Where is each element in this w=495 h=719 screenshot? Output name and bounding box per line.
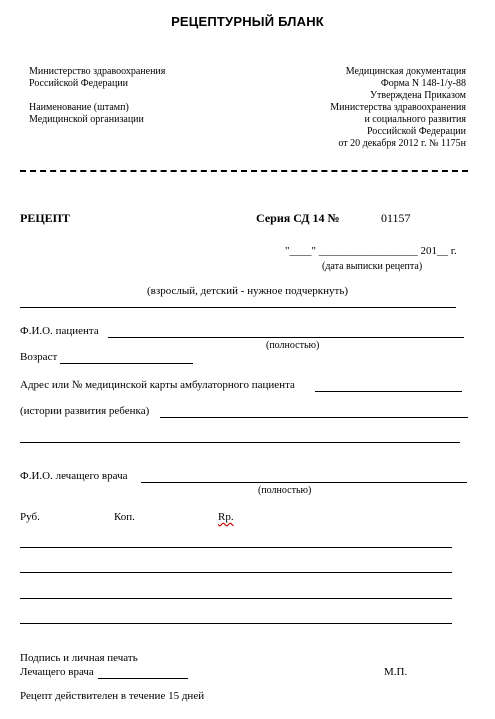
recipe-label: РЕЦЕПТ [20, 211, 71, 225]
kop-label: Коп. [114, 511, 135, 523]
rub-label: Руб. [20, 511, 40, 523]
signature-field[interactable] [98, 678, 188, 679]
form-title: РЕЦЕПТУРНЫЙ БЛАНК [171, 14, 324, 29]
date-caption: (дата выписки рецепта) [322, 261, 423, 272]
prescription-line[interactable] [20, 572, 452, 573]
age-note: (взрослый, детский - нужное подчеркнуть) [147, 285, 349, 297]
patient-fio-caption: (полностью) [266, 340, 320, 351]
header-right-line: Медицинская документация [345, 66, 466, 77]
patient-address-field[interactable] [315, 391, 462, 392]
patient-fio-label: Ф.И.О. пациента [20, 325, 99, 337]
patient-age-label: Возраст [20, 351, 58, 363]
header-right-line: и социального развития [364, 114, 466, 125]
header-right-line: от 20 декабря 2012 г. № 1175н [338, 138, 466, 149]
header-right-line: Форма N 148-1/у-88 [380, 78, 466, 89]
prescription-line[interactable] [20, 598, 452, 599]
signature-doctor-label: Лечащего врача [20, 666, 94, 678]
patient-history-label: (истории развития ребенка) [20, 405, 150, 417]
header-right-line: Министерства здравоохранения [330, 102, 466, 113]
header-right [330, 66, 466, 150]
signature-label: Подпись и личная печать [20, 652, 138, 664]
stamp-label: М.П. [384, 666, 408, 678]
patient-history-field[interactable] [160, 417, 468, 418]
divider-line [20, 307, 456, 308]
patient-extra-line[interactable] [20, 442, 460, 443]
header-left [29, 66, 165, 126]
header-right-line: Российской Федерации [366, 126, 466, 137]
header-left-line [29, 90, 165, 102]
doctor-fio-caption: (полностью) [258, 485, 312, 496]
date-line[interactable]: "____" __________________ 201__ г. [285, 245, 457, 257]
header-left-line: Наименование (штамп) [29, 102, 129, 113]
prescription-line[interactable] [20, 547, 452, 548]
patient-address-label: Адрес или № медицинской карты амбулаторного пациента [20, 379, 295, 391]
header-left-line: Министерство здравоохранения [29, 66, 166, 77]
patient-fio-field[interactable] [108, 337, 464, 338]
cut-line-divider [20, 170, 468, 172]
header-left-line: Российской Федерации [29, 78, 129, 89]
validity-note: Рецепт действителен в течение 15 дней [20, 690, 205, 702]
patient-age-field[interactable] [60, 363, 193, 364]
rp-label: Rp. [218, 511, 234, 523]
header-right-line: Утверждена Приказом [369, 90, 466, 101]
series-label: Серия СД 14 № [256, 211, 340, 225]
doctor-fio-field[interactable] [141, 482, 467, 483]
doctor-fio-label: Ф.И.О. лечащего врача [20, 470, 128, 482]
header-left-line: Медицинской организации [29, 114, 144, 125]
prescription-line[interactable] [20, 623, 452, 624]
recipe-number: 01157 [381, 211, 411, 225]
